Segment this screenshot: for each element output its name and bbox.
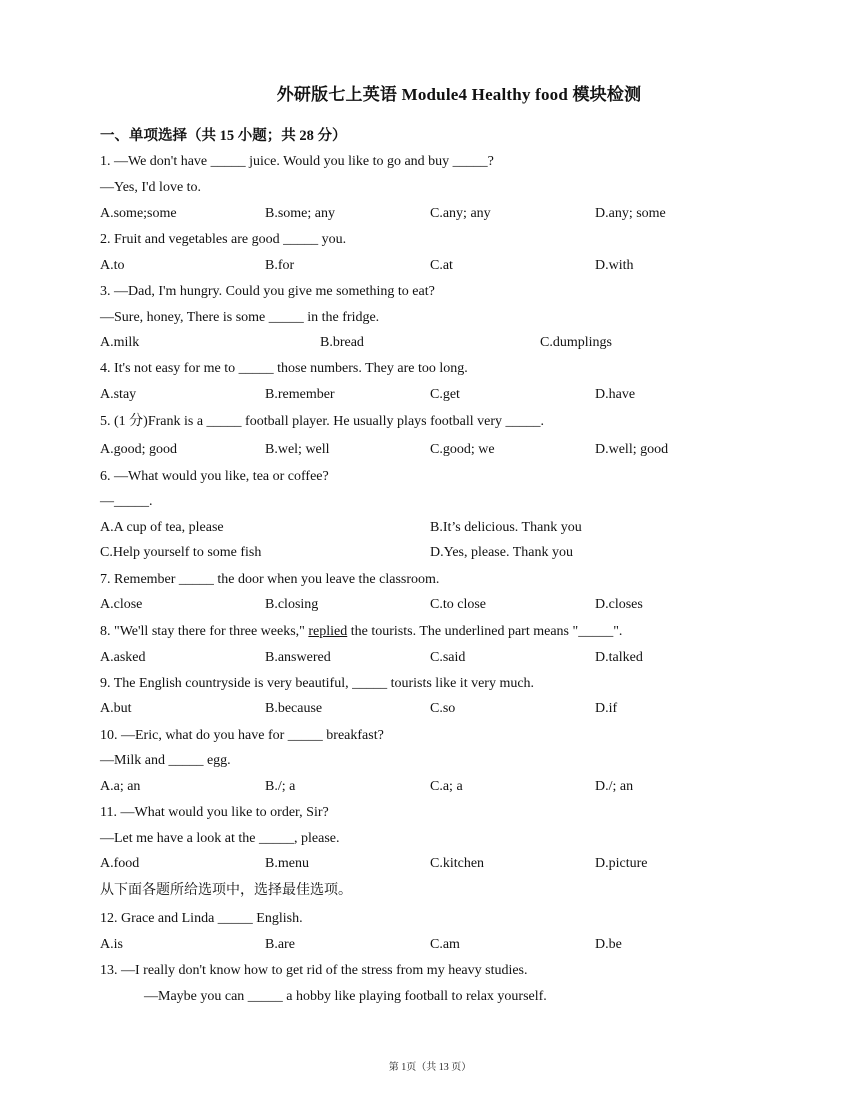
question-5-option-b: B.wel; well [265, 442, 330, 457]
page-title: 外研版七上英语 Module4 Healthy food 模块检测 [276, 85, 642, 104]
question-7-option-a: A.close [100, 597, 143, 612]
question-12-option-a: A.is [100, 937, 123, 952]
question-9-option-a: A.but [100, 701, 132, 716]
question-7-option-b: B.closing [265, 597, 319, 612]
question-4-option-d: D.have [595, 387, 636, 402]
question-9-option-d: D.if [595, 701, 618, 716]
question-8-option-a: A.asked [100, 650, 146, 665]
question-9-option-c: C.so [430, 701, 456, 716]
question-8-option-d: D.talked [595, 650, 643, 665]
question-11-option-c: C.kitchen [430, 856, 485, 871]
question-10-option-b: B./; a [265, 779, 296, 794]
question-3-stem: 3. —Dad, I'm hungry. Could you give me something to eat? [100, 284, 435, 299]
question-5-option-a: A.good; good [100, 442, 177, 457]
question-8-option-b: B.answered [265, 650, 331, 665]
question-8-stem-start: 8. "We'll stay there for three weeks," [100, 624, 309, 639]
question-8-stem [100, 623, 622, 641]
question-4-option-b: B.remember [265, 387, 335, 402]
question-10-option-d: D./; an [595, 779, 634, 794]
question-10-option-a: A.a; an [100, 779, 141, 794]
question-12-option-c: C.am [430, 937, 460, 952]
question-9-option-b: B.because [265, 701, 323, 716]
question-1-stem: 1. —We don't have _____ juice. Would you like to go and buy _____? [100, 154, 494, 169]
question-1-option-a: A.some;some [100, 206, 177, 221]
question-13-stem: 13. —I really don't know how to get rid of the stress from my heavy studies. [100, 963, 528, 978]
question-2-option-a: A.to [100, 258, 125, 273]
question-10-stem: 10. —Eric, what do you have for _____ breakfast? [100, 728, 384, 743]
question-5-option-d: D.well; good [595, 442, 669, 457]
question-6-response: —_____. [100, 494, 153, 509]
question-2-option-c: C.at [430, 258, 453, 273]
section-instruction: 从下面各题所给选项中，选择最佳选项。 [100, 883, 352, 898]
question-6-option-d: D.Yes, please. Thank you [430, 545, 573, 560]
question-2-option-d: D.with [595, 258, 634, 273]
question-3-option-b: B.bread [320, 335, 364, 350]
question-11-response: —Let me have a look at the _____, please. [100, 831, 340, 846]
question-6-option-a: A.A cup of tea, please [100, 520, 224, 535]
question-12-stem: 12. Grace and Linda _____ English. [100, 911, 303, 926]
question-3-response: —Sure, honey, There is some _____ in the fridge. [100, 310, 380, 325]
question-3-option-c: C.dumplings [540, 335, 612, 350]
question-11-option-b: B.menu [265, 856, 309, 871]
question-6-option-b: B.It’s delicious. Thank you [430, 520, 582, 535]
question-6-option-c: C.Help yourself to some fish [100, 545, 262, 560]
question-12-option-b: B.are [265, 937, 295, 952]
question-8-stem-end: the tourists. The underlined part means "_____". [347, 624, 623, 639]
question-1-option-c: C.any; any [430, 206, 491, 221]
question-2-option-b: B.for [265, 258, 295, 273]
question-11-option-d: D.picture [595, 856, 648, 871]
page-footer: 第 1页（共 13 页） [388, 1062, 472, 1073]
question-1-option-d: D.any; some [595, 206, 666, 221]
question-8-option-c: C.said [430, 650, 466, 665]
question-1-option-b: B.some; any [265, 206, 335, 221]
question-12-option-d: D.be [595, 937, 622, 952]
question-1-response: —Yes, I'd love to. [100, 180, 202, 195]
question-10-option-c: C.a; a [430, 779, 463, 794]
question-11-option-a: A.food [100, 856, 140, 871]
question-2-stem: 2. Fruit and vegetables are good _____ you. [100, 232, 347, 247]
question-6-stem: 6. —What would you like, tea or coffee? [100, 469, 329, 484]
question-5-option-c: C.good; we [430, 442, 495, 457]
question-9-stem: 9. The English countryside is very beautiful, _____ tourists like it very much. [100, 676, 535, 691]
question-13-response: —Maybe you can _____ a hobby like playing football to relax yourself. [144, 989, 547, 1004]
question-7-option-c: C.to close [430, 597, 486, 612]
question-8-underlined-word: replied [308, 624, 348, 639]
question-5-stem: 5. (1 分)Frank is a _____ football player. He usually plays football very _____. [100, 414, 545, 429]
question-4-stem: 4. It's not easy for me to _____ those numbers. They are too long. [100, 361, 468, 376]
question-3-option-a: A.milk [100, 335, 140, 350]
question-4-option-a: A.stay [100, 387, 137, 402]
question-10-response: —Milk and _____ egg. [100, 753, 231, 768]
question-4-option-c: C.get [430, 387, 460, 402]
question-11-stem: 11. —What would you like to order, Sir? [100, 805, 329, 820]
question-7-option-d: D.closes [595, 597, 643, 612]
section-heading: 一、单项选择（共 15 小题；共 28 分） [100, 128, 347, 144]
question-7-stem: 7. Remember _____ the door when you leave the classroom. [100, 572, 440, 587]
